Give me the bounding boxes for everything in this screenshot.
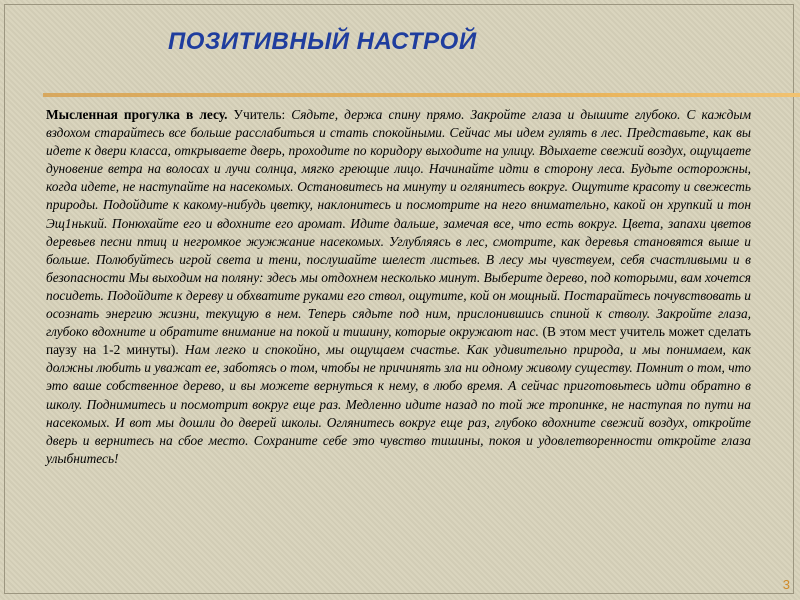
pause-note: (В этом мест учитель может сделать паузу на 1-2 минуты).	[46, 324, 752, 358]
teacher-label: Учитель:	[227, 107, 292, 122]
slide-body-text	[46, 106, 751, 468]
slide-title: ПОЗИТИВНЫЙ НАСТРОЙ	[168, 28, 477, 55]
page-number: 3	[782, 577, 790, 592]
title-divider	[43, 93, 800, 97]
instruction-text-part1: Сядьте, держа спину прямо. Закройте глаза и дышите глубоко. С каждым вздохом старайтесь все больше расслабиться и стать спокойными. Сейчас мы идем гулять в лес. Представьте, как вы идете к двери класса, открываете дверь, проходите по коридору выходите на улицу. Вдыхаете свежий воздух, ощущаете дуновение ветра на волосах и лучи солнца, мягко греющие лицо. Начинайте идти в сторону леса. Будьте осторожны, когда идете, не наступайте на насекомых. Остановитесь на минуту и оглянитесь вокруг. Ощутите красоту и свежесть природы. Подойдите к какому-нибудь цветку, наклонитесь и посмотрите на него внимательно, какой он хрупкий и тон Эщ1нький. Понюхайте его и вдохните его аромат. Идите дальше, замечая все, что есть вокруг. Цвета, запахи цветов деревьев песни птиц и негромкое жужжание насекомых. Углубляясь в лес, смотрите, как деревья становятся выше и больше. Полюбуйтесь игрой света и тени, послушайте шелест листьев. В лесу мы чувствуем, себя счастливыми и в безопасности Мы выходим на поляну: здесь мы отдохнем несколько минут. Выберите дерево, под которыми, вам хочется посидеть. Подойдите к дереву и обхватите руками его ствол, ощутите, кой он мощный. Постарайтесь почувствовать и осознать энергию жизни, текущую в нем. Теперь сядьте под ним, прислонившись спиной к стволу. Закройте глаза, глубоко вдохните и обратите внимание на покой и тишину, которые окружают нас.	[46, 107, 752, 340]
exercise-heading: Мысленная прогулка в лесу.	[46, 107, 228, 122]
instruction-text-part2: Нам легко и спокойно, мы ощущаем счастье. Как удивительно природа, и мы понимаем, как должны любить и уважат ее, заботясь о том, чтобы не причинять зла ни одному живому существу. Помнит о том, что это ваше собственное дерево, и вы можете вернуться к нему, в любо время. А сейчас приготовьтесь идти обратно в школу. Поднимитесь и посмотрит вокруг еще раз. Медленно идите назад по той же тропинке, не наступая по пути на насекомых. И вот мы дошли до дверей школы. Оглянитесь вокруг еще раз, глубоко вдохните свежий воздух, откройте дверь и вернитесь на сбое место. Сохраните себе это чувство тишины, покоя и удовлетворенности откройте глаза улыбнитесь!	[46, 342, 751, 466]
